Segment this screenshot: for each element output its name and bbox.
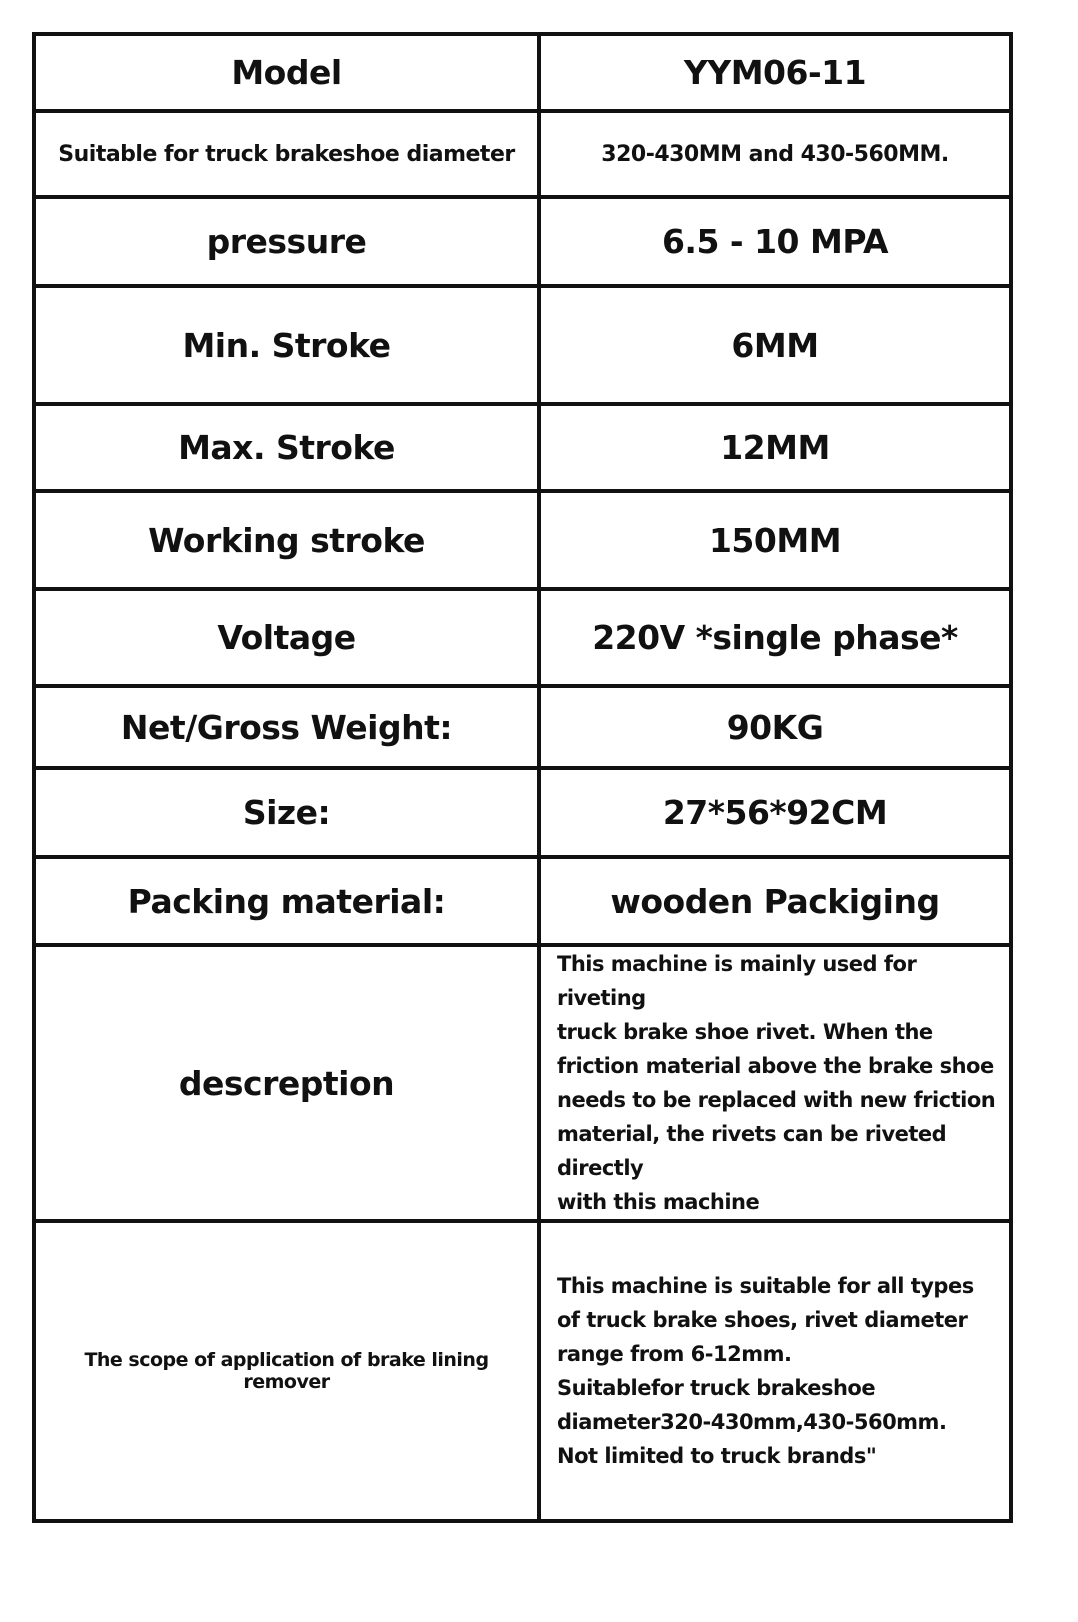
scope-row <box>34 1221 1011 1521</box>
label-cell: Packing material: <box>34 857 539 945</box>
value-cell: YYM06-11 <box>539 34 1011 111</box>
value-cell: 27*56*92CM <box>539 768 1011 857</box>
description-row <box>34 945 1011 1221</box>
value-cell: 150MM <box>539 491 1011 589</box>
description-line: needs to be replaced with new friction <box>557 1088 996 1112</box>
scope-line: diameter320-430mm,430-560mm. <box>557 1410 947 1434</box>
table-row <box>34 404 1011 491</box>
value-cell: 220V *single phase* <box>539 589 1011 686</box>
table-row <box>34 857 1011 945</box>
label-cell: Net/Gross Weight: <box>34 686 539 768</box>
value-cell: 12MM <box>539 404 1011 491</box>
table-row <box>34 768 1011 857</box>
label-cell: Suitable for truck brakeshoe diameter <box>34 111 539 197</box>
label-cell: pressure <box>34 197 539 286</box>
description-line: with this machine <box>557 1190 760 1214</box>
scope-label: The scope of application of brake lining remover <box>34 1221 539 1521</box>
table-row <box>34 589 1011 686</box>
table-row <box>34 686 1011 768</box>
table-row <box>34 34 1011 111</box>
description-line: This machine is mainly used for riveting <box>557 952 917 1010</box>
label-cell: Min. Stroke <box>34 286 539 404</box>
scope-line: range from 6-12mm. <box>557 1342 792 1366</box>
value-cell: 320-430MM and 430-560MM. <box>539 111 1011 197</box>
value-cell: 6.5 - 10 MPA <box>539 197 1011 286</box>
value-cell: 90KG <box>539 686 1011 768</box>
scope-line: This machine is suitable for all types <box>557 1274 974 1298</box>
scope-line: of truck brake shoes, rivet diameter <box>557 1308 968 1332</box>
scope-text <box>539 1221 1011 1521</box>
description-line: friction material above the brake shoe <box>557 1054 994 1078</box>
description-line: truck brake shoe rivet. When the <box>557 1020 933 1044</box>
table-row <box>34 491 1011 589</box>
description-label: descreption <box>34 945 539 1221</box>
value-cell: wooden Packiging <box>539 857 1011 945</box>
description-line: material, the rivets can be riveted directly <box>557 1122 947 1180</box>
label-cell: Size: <box>34 768 539 857</box>
label-cell: Model <box>34 34 539 111</box>
label-cell: Voltage <box>34 589 539 686</box>
table-row <box>34 111 1011 197</box>
scope-line: Suitablefor truck brakeshoe <box>557 1376 876 1400</box>
table-row <box>34 286 1011 404</box>
description-text <box>539 945 1011 1221</box>
spec-table <box>32 32 1013 1523</box>
label-cell: Max. Stroke <box>34 404 539 491</box>
value-cell: 6MM <box>539 286 1011 404</box>
table-row <box>34 197 1011 286</box>
label-cell: Working stroke <box>34 491 539 589</box>
scope-line: Not limited to truck brands" <box>557 1444 877 1468</box>
